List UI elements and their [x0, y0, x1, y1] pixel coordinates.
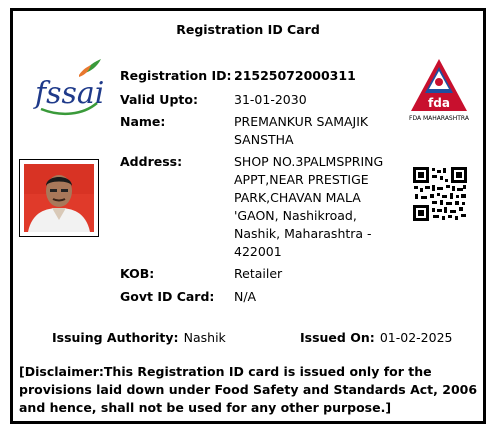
card-title: Registration ID Card	[176, 22, 320, 37]
qr-code-icon	[413, 167, 467, 221]
name-label: Name:	[120, 114, 166, 129]
issued-on-label: Issued On:	[300, 330, 375, 345]
registration-id-card	[10, 8, 486, 424]
valid-upto-value: 31-01-2030	[234, 92, 307, 107]
issued-on	[300, 327, 452, 346]
govt-id-value: N/A	[234, 289, 257, 304]
kob-value: Retailer	[234, 266, 283, 281]
registration-id-label: Registration ID:	[120, 68, 232, 83]
fssai-logo-icon	[31, 57, 103, 121]
valid-upto-label: Valid Upto:	[120, 92, 198, 107]
govt-id-label: Govt ID Card:	[120, 289, 215, 304]
address-label: Address:	[120, 154, 183, 169]
person-photo	[19, 159, 99, 237]
issuing-authority-value: Nashik	[183, 330, 226, 345]
issuing-authority-label: Issuing Authority:	[52, 330, 179, 345]
address-value: SHOP NO.3PALMSPRING APPT,NEAR PRESTIGE PARK,CHAVAN MALA 'GAON, Nashikroad, Nashik, Maharashtra - 422001	[234, 154, 384, 259]
name-value: PREMANKUR SAMAJIK SANSTHA	[234, 114, 369, 147]
issued-on-value: 01-02-2025	[379, 330, 453, 345]
disclaimer-text: [Disclaimer:This Registration ID card is issued only for the provisions laid down under Food Safety and Standards Act, 2006 and hence, shall not be used for any other purpose.]	[19, 364, 478, 415]
fda-logo-mark: fda	[428, 96, 450, 110]
fssai-logo-text: fssai	[35, 76, 103, 111]
registration-id-value: 21525072000311	[234, 68, 356, 83]
fda-maharashtra-logo-icon	[409, 57, 469, 127]
kob-label: KOB:	[120, 266, 155, 281]
issuing-authority	[52, 327, 226, 346]
fda-logo-caption: FDA MAHARASHTRA	[409, 115, 469, 122]
